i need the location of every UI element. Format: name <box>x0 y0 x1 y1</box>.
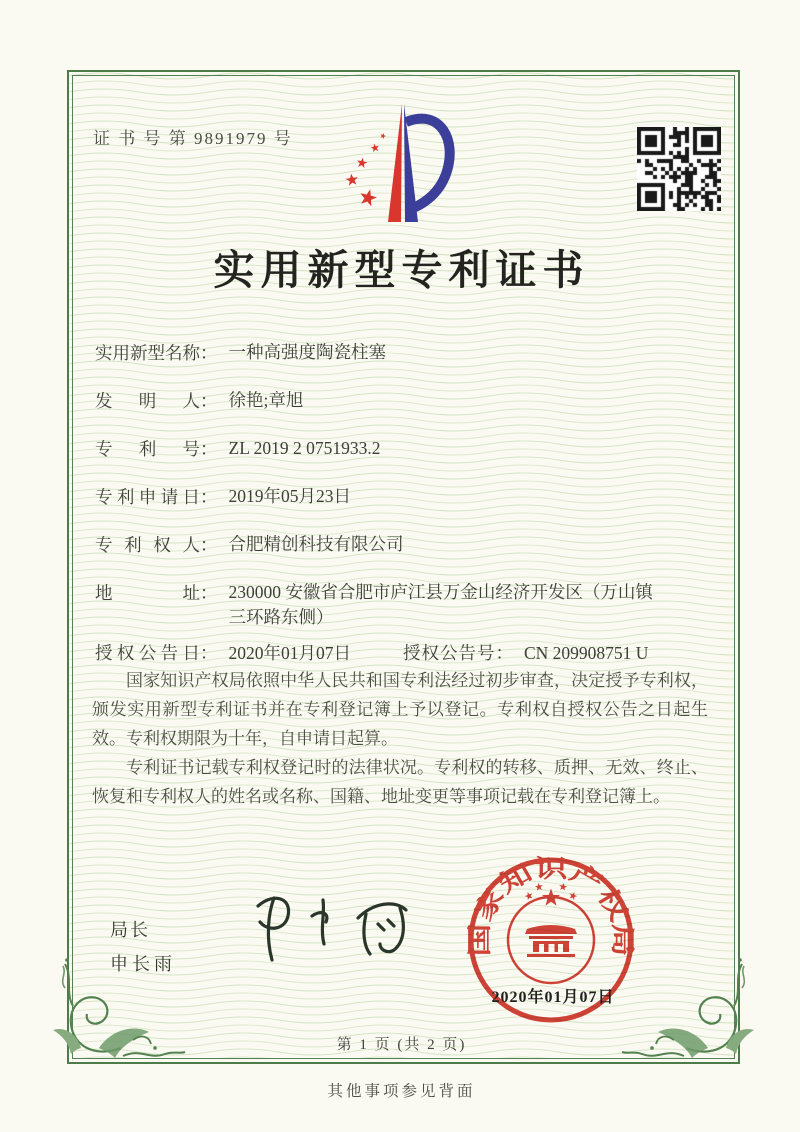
field-row-inventors <box>95 388 685 414</box>
field-label: 授权公告号 <box>403 643 496 663</box>
field-value: 合肥精创科技有限公司 <box>228 534 404 554</box>
field-label: 发明人 <box>95 391 200 411</box>
field-row-filing-date <box>95 484 685 510</box>
field-colon: ： <box>495 643 513 663</box>
field-colon: ： <box>200 643 218 663</box>
address-line-1: 230000 安徽省合肥市庐江县万金山经济开发区（万山镇 <box>228 582 653 602</box>
field-label: 实用新型名称 <box>95 343 200 363</box>
legal-paragraph-2: 专利证书记载专利权登记时的法律状况。专利权的转移、质押、无效、终止、恢复和专利权人的姓名或名称、国籍、地址变更等事项记载在专利登记簿上。 <box>92 758 708 806</box>
field-colon: ： <box>200 487 218 507</box>
field-value: ZL 2019 2 0751933.2 <box>228 438 381 458</box>
legal-paragraph-1: 国家知识产权局依照中华人民共和国专利法经过初步审查，决定授予专利权，颁发实用新型专利证书并在专利登记簿上予以登记。专利权自授权公告之日起生效。专利权期限为十年，自申请日起算。 <box>92 671 708 748</box>
field-label: 专利号 <box>95 439 200 459</box>
seal-national-emblem <box>508 882 594 983</box>
legal-text <box>92 666 708 811</box>
seal-date: 2020年01月07日 <box>491 989 615 1006</box>
field-value <box>229 580 686 630</box>
director-signature-handwriting <box>228 880 418 980</box>
qr-code <box>637 127 721 211</box>
director-name: 申长雨 <box>110 954 176 974</box>
certificate-number: 证 书 号 第 9891979 号 <box>93 129 293 148</box>
field-value: 2019年05月23日 <box>228 486 351 506</box>
field-colon: ： <box>200 583 218 603</box>
field-label: 地址 <box>95 583 200 603</box>
field-row-name <box>95 340 685 366</box>
field-value: 一种高强度陶瓷柱塞 <box>228 342 386 362</box>
grant-date-pair <box>95 640 351 666</box>
certificate-title: 实用新型专利证书 <box>213 247 590 293</box>
field-row-address <box>95 580 685 630</box>
field-colon: ： <box>200 343 218 363</box>
field-value: 徐艳;章旭 <box>228 390 304 410</box>
corner-flourish-bottom-right <box>620 952 770 1092</box>
field-colon: ： <box>200 391 218 411</box>
grant-date-value: 2020年01月07日 <box>228 643 351 663</box>
cnipa-ip-logo <box>332 100 472 230</box>
page-number: 第 1 页 (共 2 页) <box>336 1037 467 1053</box>
field-row-patent-number <box>95 436 685 462</box>
field-label: 专利申请日 <box>95 487 200 507</box>
director-title: 局长 <box>110 920 150 940</box>
field-row-patentee <box>95 532 685 558</box>
field-colon: ： <box>200 535 218 555</box>
grant-number-pair <box>403 640 648 666</box>
logo-spike-red <box>388 104 402 222</box>
field-colon: ： <box>200 439 218 459</box>
field-label: 授权公告日 <box>95 643 200 663</box>
seal-arc-text: 国家知识产权局 <box>466 856 636 957</box>
grant-number-value: CN 209908751 U <box>524 643 649 663</box>
back-side-note: 其他事项参见背面 <box>327 1083 476 1100</box>
logo-stars <box>345 132 387 207</box>
field-label: 专利权人 <box>95 535 200 555</box>
address-line-2: 三环路东侧） <box>228 607 334 627</box>
field-row-grant <box>95 640 685 666</box>
field-list <box>95 340 685 688</box>
